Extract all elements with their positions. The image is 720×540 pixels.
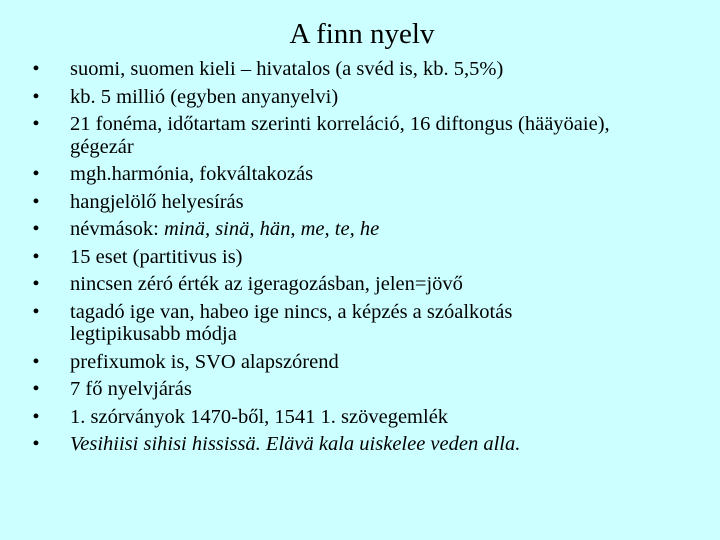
bullet-item <box>26 218 626 241</box>
bullet-marker: • <box>32 378 40 400</box>
bullet-marker: • <box>32 218 40 240</box>
bullet-text: kb. 5 millió (egyben anyanyelvi) <box>70 85 339 108</box>
bullet-text: nincsen zéró érték az igeragozásban, jelen=jövő <box>70 273 463 295</box>
bullet-item <box>26 351 626 374</box>
bullet-text: prefixumok is, SVO alapszórend <box>70 350 339 373</box>
bullet-text-prefix: névmások: <box>70 218 164 240</box>
bullet-item <box>26 378 626 401</box>
bullet-text: 1. szórványok 1470-ből, 1541 1. szövegemlék <box>70 405 449 428</box>
bullet-text-italic: Vesihiisi sihisi hississä. Elävä kala uiskelee veden alla. <box>70 433 521 455</box>
bullet-item <box>26 273 626 296</box>
bullet-marker: • <box>32 113 40 135</box>
bullet-text: 7 fő nyelvjárás <box>70 378 192 400</box>
bullet-marker: • <box>32 273 40 295</box>
bullet-text: 21 fonéma, időtartam szerinti korreláció, 16 diftongus (hääyöaie), gégezár <box>70 113 610 158</box>
bullet-marker: • <box>32 163 40 185</box>
bullet-text: 15 eset (partitivus is) <box>70 245 243 268</box>
bullet-marker: • <box>32 350 40 373</box>
bullet-marker: • <box>32 190 40 213</box>
bullet-text-italic: minä, sinä, hän, me, te, he <box>163 218 380 240</box>
bullet-list <box>26 58 626 461</box>
bullet-text: hangjelölő helyesírás <box>70 190 244 213</box>
bullet-item <box>26 191 626 214</box>
bullet-item <box>26 113 626 158</box>
bullet-item <box>26 58 626 81</box>
bullet-text: mgh.harmónia, fokváltakozás <box>70 163 314 185</box>
bullet-item <box>26 246 626 269</box>
bullet-marker: • <box>32 245 40 268</box>
bullet-item <box>26 433 626 456</box>
bullet-marker: • <box>32 58 40 80</box>
bullet-marker: • <box>32 405 40 428</box>
bullet-text: suomi, suomen kieli – hivatalos (a svéd is, kb. 5,5%) <box>70 58 504 80</box>
bullet-item <box>26 301 626 346</box>
slide-title: A finn nyelv <box>289 18 435 50</box>
bullet-item <box>26 163 626 186</box>
bullet-marker: • <box>32 433 40 455</box>
bullet-marker: • <box>32 85 40 108</box>
bullet-marker: • <box>32 300 40 323</box>
bullet-item <box>26 86 626 109</box>
bullet-text: tagadó ige van, habeo ige nincs, a képzés a szóalkotás legtipikusabb módja <box>70 300 513 345</box>
bullet-item <box>26 406 626 429</box>
